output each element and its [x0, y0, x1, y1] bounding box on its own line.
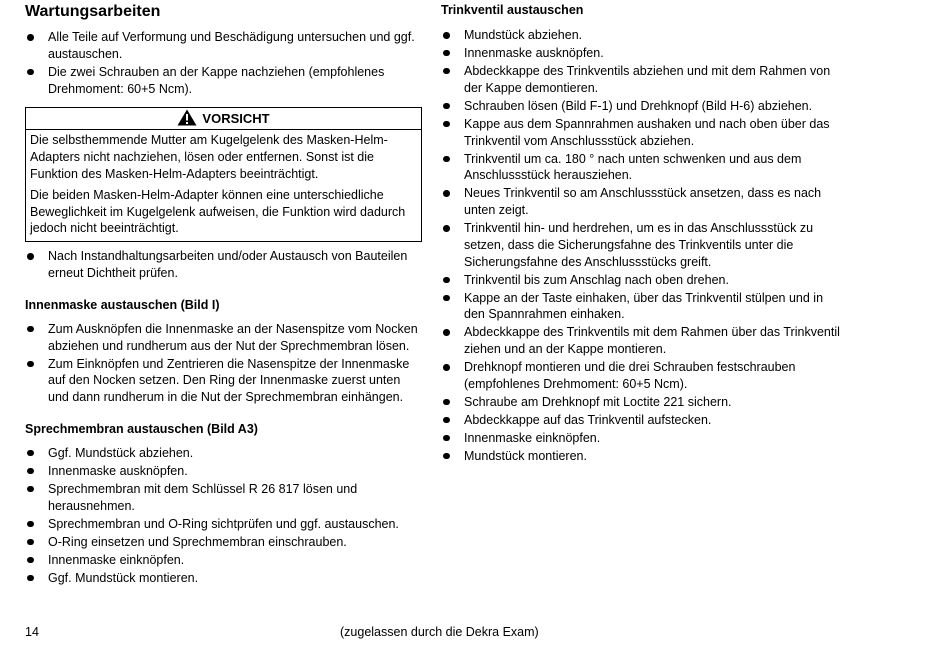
list-item: Nach Instandhaltungsarbeiten und/oder Austausch von Bauteilen erneut Dichtheit prüfen.: [25, 248, 422, 282]
list-item: Schrauben lösen (Bild F-1) und Drehknopf (Bild H-6) abziehen.: [441, 98, 841, 115]
list-item: Die zwei Schrauben an der Kappe nachziehen (empfohlenes Drehmoment: 60+5 Ncm).: [25, 64, 422, 98]
list-item: Zum Ausknöpfen die Innenmaske an der Nasenspitze vom Nocken abziehen und rundherum aus der Nut der Sprechmembran lösen.: [25, 321, 422, 355]
warning-title: VORSICHT: [202, 111, 270, 127]
list-item: Trinkventil um ca. 180 ° nach unten schwenken und aus dem Anschlussstück herausziehen.: [441, 151, 841, 185]
list-item: Abdeckkappe des Trinkventils mit dem Rahmen über das Trinkventil ziehen und an der Kappe montieren.: [441, 324, 841, 358]
list-item: Mundstück abziehen.: [441, 27, 841, 44]
list-item: Innenmaske einknöpfen.: [25, 552, 422, 569]
after-warning-list: [25, 248, 422, 282]
warning-paragraph: Die beiden Masken-Helm-Adapter können eine unterschiedliche Beweglichkeit im Kugelgelenk aufweisen, die Funktion wird dadurch jedoch nicht beeinträchtigt.: [30, 187, 406, 236]
list-item: Ggf. Mundstück abziehen.: [25, 445, 422, 462]
section-heading: Innenmaske austauschen (Bild I): [25, 297, 220, 312]
list-item: Abdeckkappe des Trinkventils abziehen und mit dem Rahmen von der Kappe demontieren.: [441, 63, 841, 97]
list-item: Innenmaske ausknöpfen.: [441, 45, 841, 62]
section-sprechmembran: [25, 422, 422, 587]
list-item: Neues Trinkventil so am Anschlussstück ansetzen, dass es nach unten zeigt.: [441, 185, 841, 219]
page-title: Wartungsarbeiten: [25, 3, 161, 20]
warning-triangle-icon: [177, 109, 197, 126]
section-heading: Trinkventil austauschen: [441, 3, 584, 17]
list-item: Abdeckkappe auf das Trinkventil aufstecken.: [441, 412, 841, 429]
section-heading: Sprechmembran austauschen (Bild A3): [25, 421, 258, 436]
list-item: Trinkventil bis zum Anschlag nach oben drehen.: [441, 272, 841, 289]
list-item: Schraube am Drehknopf mit Loctite 221 sichern.: [441, 394, 841, 411]
list-item: Drehknopf montieren und die drei Schrauben festschrauben (empfohlenes Drehmoment: 60+5 Ncm).: [441, 359, 841, 393]
warning-box: [25, 107, 422, 242]
warning-paragraph: Die selbsthemmende Mutter am Kugelgelenk des Masken-Helm-Adapters nicht nachziehen, lösen oder entfernen. Sonst ist die Funktion des Masken-Helm-Adapters beeinträchtigt.: [30, 133, 388, 181]
section-innenmaske: [25, 298, 422, 406]
warning-body: [26, 130, 421, 241]
list-item: Trinkventil hin- und herdrehen, um es in das Anschlussstück zu setzen, dass die Sicherungsfahne des Trinkventils unter die Sicherungsfahne des Anschlussstücks greift.: [441, 220, 841, 270]
list-item: Zum Einknöpfen und Zentrieren die Nasenspitze der Innenmaske auf den Nocken setzen. Den Ring der Innenmaske zuerst unten und dann rundherum in die Nut der Sprechmembran einhängen.: [25, 356, 422, 406]
list-item: Innenmaske einknöpfen.: [441, 430, 841, 447]
sprechmembran-list: [25, 445, 422, 587]
list-item: Ggf. Mundstück montieren.: [25, 570, 422, 587]
list-item: O-Ring einsetzen und Sprechmembran einschrauben.: [25, 534, 422, 551]
list-item: Alle Teile auf Verformung und Beschädigung untersuchen und ggf. austauschen.: [25, 29, 422, 63]
list-item: Kappe an der Taste einhaken, über das Trinkventil stülpen und in den Spannrahmen einhaken.: [441, 290, 841, 324]
list-item: Innenmaske ausknöpfen.: [25, 463, 422, 480]
list-item: Kappe aus dem Spannrahmen aushaken und nach oben über das Trinkventil vom Anschlussstück abziehen.: [441, 116, 841, 150]
right-column: [441, 0, 841, 466]
page-number: 14: [25, 625, 39, 639]
warning-header: [26, 108, 421, 130]
list-item: Sprechmembran und O-Ring sichtprüfen und ggf. austauschen.: [25, 516, 422, 533]
trinkventil-list: [441, 27, 841, 465]
list-item: Mundstück montieren.: [441, 448, 841, 465]
footer-note: (zugelassen durch die Dekra Exam): [340, 625, 539, 639]
left-column: [25, 0, 422, 588]
intro-list: [25, 29, 422, 97]
innenmaske-list: [25, 321, 422, 406]
list-item: Sprechmembran mit dem Schlüssel R 26 817 lösen und herausnehmen.: [25, 481, 422, 515]
